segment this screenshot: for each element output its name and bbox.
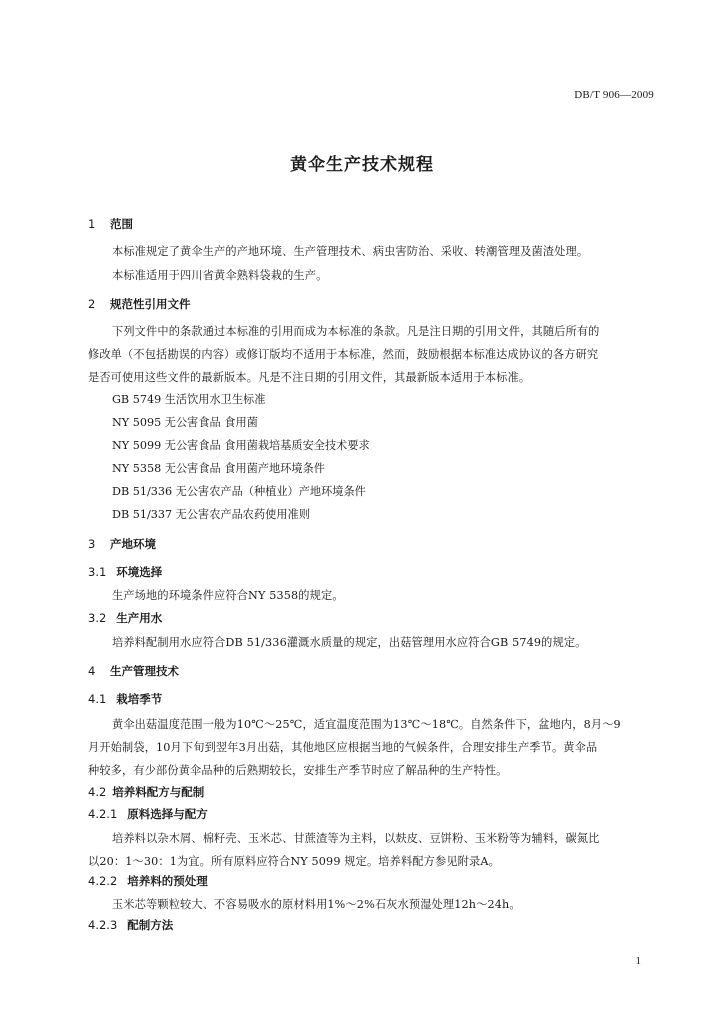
paragraph-line: 修改单（不包括勘误的内容）或修订版均不适用于本标准，然而，鼓励根据本标准达成协议的各方研究	[88, 348, 599, 361]
subsection-number: 3.1	[88, 565, 107, 579]
paragraph-line: 黄伞出菇温度范围一般为10℃～25℃，适宜温度范围为13℃～18℃。自然条件下，盆地内，8月～9	[112, 718, 621, 731]
subsection-4-2-2-heading	[88, 873, 208, 889]
paragraph: 培养料配制用水应符合DB 51/336灌溉水质量的规定，出菇管理用水应符合GB 5749的规定。	[112, 636, 587, 649]
reference-item: DB 51/336 无公害农产品（种植业）产地环境条件	[112, 485, 366, 498]
standard-code: DB/T 906—2009	[574, 89, 654, 101]
subsection-3-2-heading	[88, 610, 162, 626]
subsection-4-2-1-heading	[88, 806, 208, 822]
reference-item: NY 5099 无公害食品 食用菌栽培基质安全技术要求	[112, 439, 370, 452]
section-title: 规范性引用文件	[110, 297, 191, 311]
subsection-4-2-heading	[88, 784, 204, 800]
subsection-4-2-3-heading	[88, 917, 173, 933]
section-3-heading	[88, 536, 156, 552]
document-title: 黄伞生产技术规程	[290, 155, 434, 175]
paragraph-line: 种较多，有少部份黄伞品种的后熟期较长，安排生产季节时应了解品种的生产特性。	[88, 764, 508, 777]
subsection-title: 培养料的预处理	[127, 874, 208, 888]
paragraph-line: 月开始制袋，10月下旬到翌年3月出菇，其他地区应根据当地的气候条件，合理安排生产季节。黄伞品	[88, 741, 598, 754]
paragraph-line: 培养料以杂木屑、棉籽壳、玉米芯、甘蔗渣等为主料，以麸皮、豆饼粉、玉米粉等为辅料，碳氮比	[112, 832, 600, 845]
subsection-title: 环境选择	[116, 565, 163, 579]
subsection-4-1-heading	[88, 691, 162, 707]
subsection-number: 4.2	[88, 785, 107, 799]
subsection-number: 4.2.2	[88, 874, 118, 888]
subsection-number: 3.2	[88, 611, 107, 625]
reference-item: NY 5358 无公害食品 食用菌产地环境条件	[112, 462, 325, 475]
section-2-heading	[88, 296, 191, 312]
section-number: 4	[88, 664, 96, 678]
section-1-heading	[88, 216, 133, 232]
subsection-title: 生产用水	[116, 611, 163, 625]
paragraph-line: 以20：1～30：1为宜。所有原料应符合NY 5099 规定。培养料配方参见附录A。	[88, 855, 500, 868]
subsection-title: 配制方法	[127, 918, 174, 932]
paragraph-line: 是否可使用这些文件的最新版本。凡是不注日期的引用文件，其最新版本适用于本标准。	[88, 371, 531, 384]
paragraph: 玉米芯等颗粒较大、不容易吸水的原材料用1%～2%石灰水预湿处理12h～24h。	[112, 898, 521, 911]
paragraph: 本标准适用于四川省黄伞熟料袋栽的生产。	[112, 269, 328, 282]
paragraph: 生产场地的环境条件应符合NY 5358的规定。	[112, 589, 344, 602]
subsection-number: 4.1	[88, 692, 107, 706]
subsection-number: 4.2.3	[88, 918, 118, 932]
paragraph-line: 下列文件中的条款通过本标准的引用而成为本标准的条款。凡是注日期的引用文件，其随后所有的	[112, 325, 600, 338]
page-number: 1	[635, 955, 641, 967]
paragraph: 本标准规定了黄伞生产的产地环境、生产管理技术、病虫害防治、采收、转潮管理及菌渣处理。	[112, 245, 589, 258]
reference-item: GB 5749 生活饮用水卫生标准	[112, 393, 266, 406]
section-title: 范围	[110, 217, 133, 231]
subsection-title: 原料选择与配方	[127, 807, 208, 821]
subsection-title: 培养料配方与配制	[112, 785, 205, 799]
subsection-number: 4.2.1	[88, 807, 118, 821]
section-title: 产地环境	[110, 537, 156, 551]
section-number: 1	[88, 217, 96, 231]
reference-item: DB 51/337 无公害农产品农药使用准则	[112, 508, 310, 521]
section-title: 生产管理技术	[110, 664, 179, 678]
section-number: 3	[88, 537, 96, 551]
subsection-title: 栽培季节	[116, 692, 163, 706]
subsection-3-1-heading	[88, 564, 162, 580]
section-4-heading	[88, 663, 179, 679]
reference-item: NY 5095 无公害食品 食用菌	[112, 416, 258, 429]
section-number: 2	[88, 297, 96, 311]
